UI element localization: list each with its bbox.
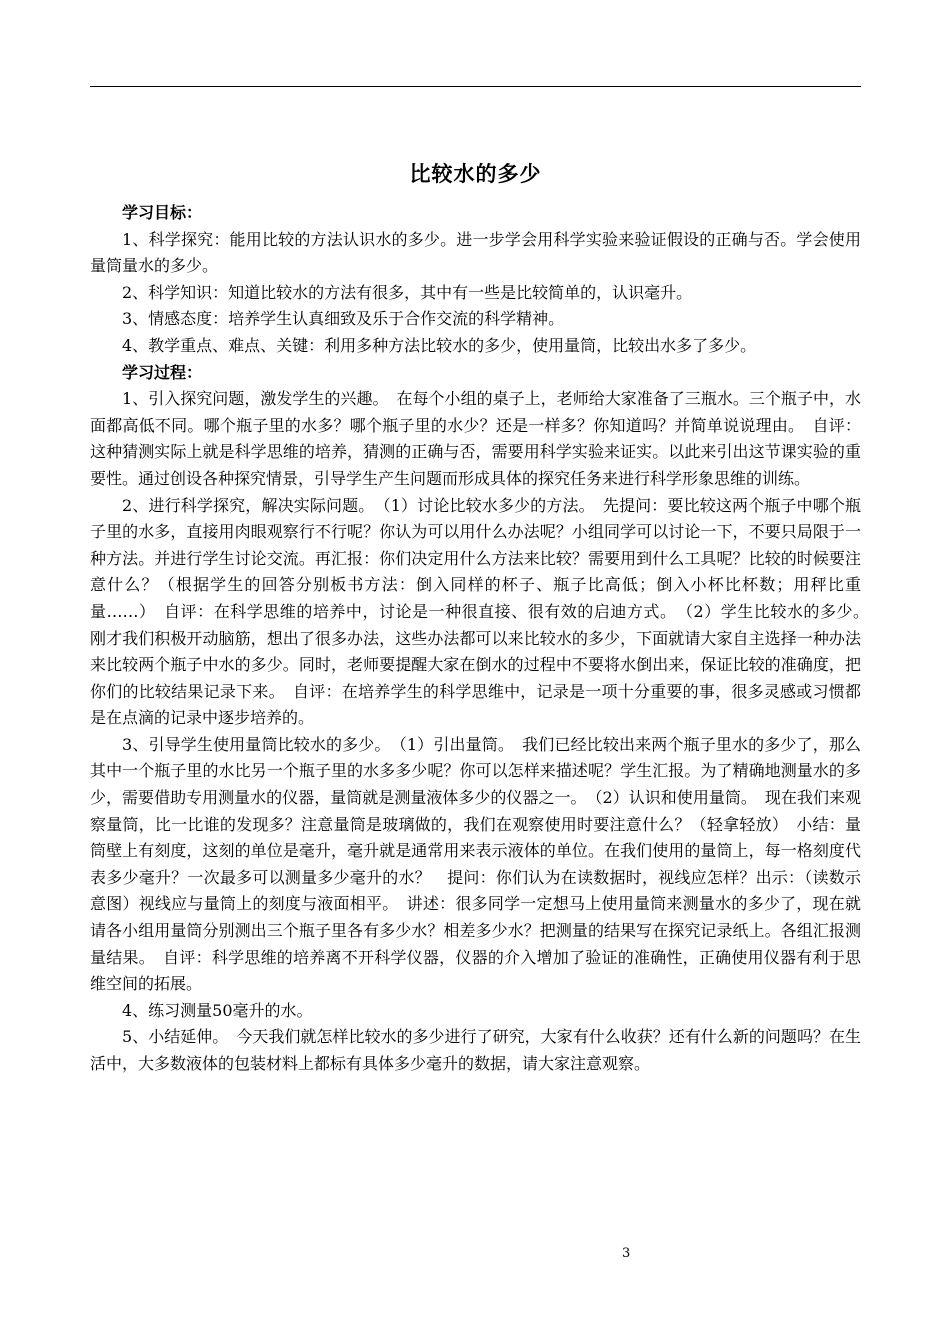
goal-item: 4、教学重点、难点、关键：利用多种方法比较水的多少，使用量筒，比较出水多了多少。 [122,335,757,355]
process-step: 2、进行科学探究，解决实际问题。 （1）讨论比较水多少的方法。 先提问：要比较这两个瓶子中哪个瓶子里的水多，直接用肉眼观察行不行呢？你认为可以用什么办法呢？小组同学可以讨论一下，不要只局限于一种方法。并进行学生讨论交流。再汇报：你们决定用什么方法来比较？需要用到什么工具呢？比较的时候要注意什么？（根据学生的回答分别板书方法：倒入同样的杯子、瓶子比高低；倒入小杯比杯数；用秤比重量……） 自评：在科学思维的培养中，讨论是一种很直接、很有效的启迪方式。 （2）学生比较水的多少。 刚才我们积极开动脑筋，想出了很多办法，这些办法都可以来比较水的多少，下面就请大家自主选择一种办法来比较两个瓶子中水的多少。同时，老师要提醒大家在倒水的过程中不要将水倒出来，保证比较的准确度，把你们的比较结果记录下来。 自评：在培养学生的科学思维中，记录是一项十分重要的事，很多灵感或习惯都是在点滴的记录中逐步培养的。 [90,495,878,728]
goals-heading: 学习目标： [122,203,203,222]
page-number: 3 [622,1246,631,1261]
process-step: 3、引导学生使用量筒比较水的多少。 （1）引出量筒。 我们已经比较出来两个瓶子里水的多少了，那么其中一个瓶子里的水比另一个瓶子里的水多多少呢？你可以怎样来描述呢？学生汇报。为了精确地测量水的多少，需要借助专用测量水的仪器，量筒就是测量液体多少的仪器之一。 （2）认识和使用量筒。 现在我们来观察量筒，比一比谁的发现多？注意量筒是玻璃做的，我们在观察使用时要注意什么？（轻拿轻放） 小结：量筒壁上有刻度，这刻的单位是毫升，毫升就是通常用来表示液体的单位。在我们使用的量筒上，每一格刻度代表多少毫升？一次最多可以测量多少毫升的水？ 提问：你们认为在读数据时，视线应怎样？出示：（读数示意图）视线应与量筒上的刻度与液面相平。 讲述：很多同学一定想马上使用量筒来测量水的多少了，现在就请各小组用量筒分别测出三个瓶子里各有多少水？相差多少水？把测量的结果写在探究记录纸上。各组汇报测量结果。 自评：科学思维的培养离不开科学仪器，仪器的介入增加了验证的准确性，正确使用仪器有利于思维空间的拓展。 [90,734,861,994]
process-step: 5、小结延伸。 今天我们就怎样比较水的多少进行了研究，大家有什么收获？还有什么新的问题吗？在生活中，大多数液体的包装材料上都标有具体多少毫升的数据，请大家注意观察。 [90,1027,861,1073]
header-rule [90,86,861,87]
goal-item: 3、情感态度：培养学生认真细致及乐于合作交流的科学精神。 [122,309,565,329]
process-step: 1、引入探究问题，激发学生的兴趣。 在每个小组的桌子上，老师给大家准备了三瓶水。三个瓶子中，水面都高低不同。哪个瓶子里的水多？哪个瓶子里的水少？还是一样多？你知道吗？并简单说说理由。 自评：这种猜测实际上就是科学思维的培养，猜测的正确与否，需要用科学实验来证实。以此来引出这节课实验的重要性。通过创设各种探究情景，引导学生产生问题而形成具体的探究任务来进行科学形象思维的训练。 [90,389,861,488]
goal-item: 2、科学知识：知道比较水的方法有很多，其中有一些是比较简单的，认识毫升。 [122,282,693,302]
page-title: 比较水的多少 [409,162,542,186]
goal-item: 1、科学探究：能用比较的方法认识水的多少。进一步学会用科学实验来验证假设的正确与否。学会使用量筒量水的多少。 [90,229,861,276]
process-step: 4、练习测量50毫升的水。 [122,1000,313,1020]
document-body [90,200,878,1078]
process-heading: 学习过程： [122,362,203,382]
